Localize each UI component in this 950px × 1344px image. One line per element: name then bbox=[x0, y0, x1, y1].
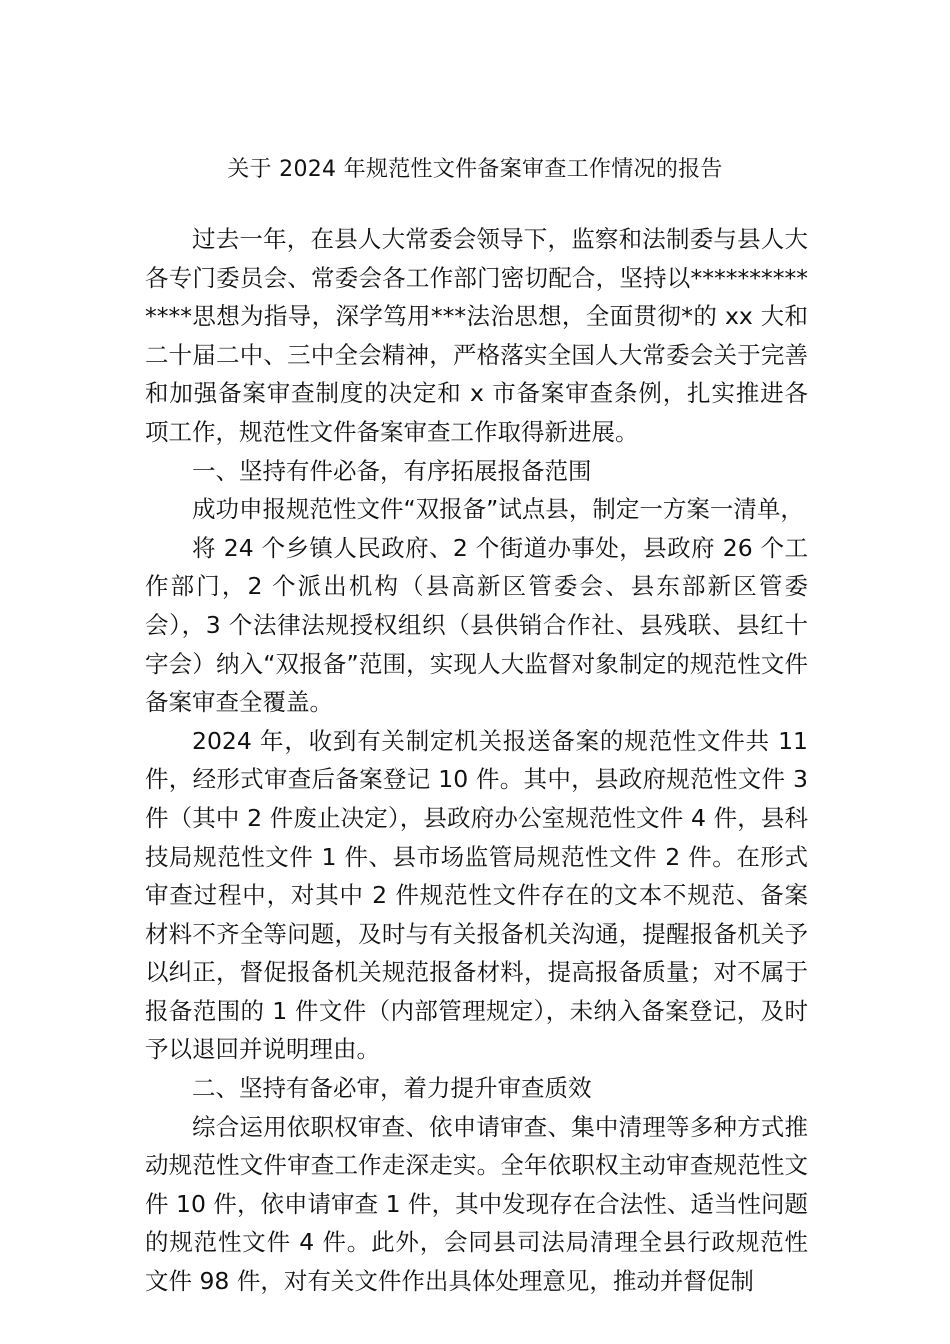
paragraph-intro: 过去一年，在县人大常委会领导下，监察和法制委与县人大各专门委员会、常委会各工作部门密切配合，坚持以**************思想为指导，深学笃用***法治思想，全面贯彻*的 xx 大和二十届二中、三中全会精神，严格落实全国人大常委会关于完善和加强备案审查制度的决定和 x 市备案审查条例，扎实推进各项工作，规范性文件备案审查工作取得新进展。 bbox=[145, 225, 808, 446]
section-heading-2: 二、坚持有备必审，着力提升审查质效 bbox=[192, 1074, 592, 1103]
paragraph-review: 综合运用依职权审查、依申请审查、集中清理等多种方式推动规范性文件审查工作走深走实。全年依职权主动审查规范性文件 10 件，依申请审查 1 件，其中发现存在合法性、适当性问题的规范性文件 4 件。此外，会同县司法局清理全县行政规范性文件 98 件，对有关文件作出具体处理意见，推动并督促制 bbox=[145, 1112, 808, 1296]
document-title: 关于 2024 年规范性文件备案审查工作情况的报告 bbox=[227, 157, 723, 182]
paragraph-scope: 将 24 个乡镇人民政府、2 个街道办事处，县政府 26 个工作部门，2 个派出机构（县高新区管委会、县东部新区管委会），3 个法律法规授权组织（县供销合作社、县残联、县红十字会）纳入“双报备”范围，实现人大监督对象制定的规范性文件备案审查全覆盖。 bbox=[145, 533, 808, 717]
paragraph-2024-filings: 2024 年，收到有关制定机关报送备案的规范性文件共 11 件，经形式审查后备案登记 10 件。其中，县政府规范性文件 3 件（其中 2 件废止决定），县政府办公室规范性文件 4 件，县科技局规范性文件 1 件、县市场监管局规范性文件 2 件。在形式审查过程中，对其中 2 件规范性文件存在的文本不规范、备案材料不齐全等问题，及时与有关报备机关沟通，提醒报备机关予以纠正，督促报备机关规范报备材料，提高报备质量；对不属于报备范围的 1 件文件（内部管理规定），未纳入备案登记，及时予以退回并说明理由。 bbox=[145, 726, 808, 1064]
document-body bbox=[145, 220, 808, 1301]
section-heading-1: 一、坚持有件必备，有序拓展报备范围 bbox=[192, 456, 592, 485]
paragraph-pilot: 成功申报规范性文件“双报备”试点县，制定一方案一清单， bbox=[192, 495, 804, 524]
